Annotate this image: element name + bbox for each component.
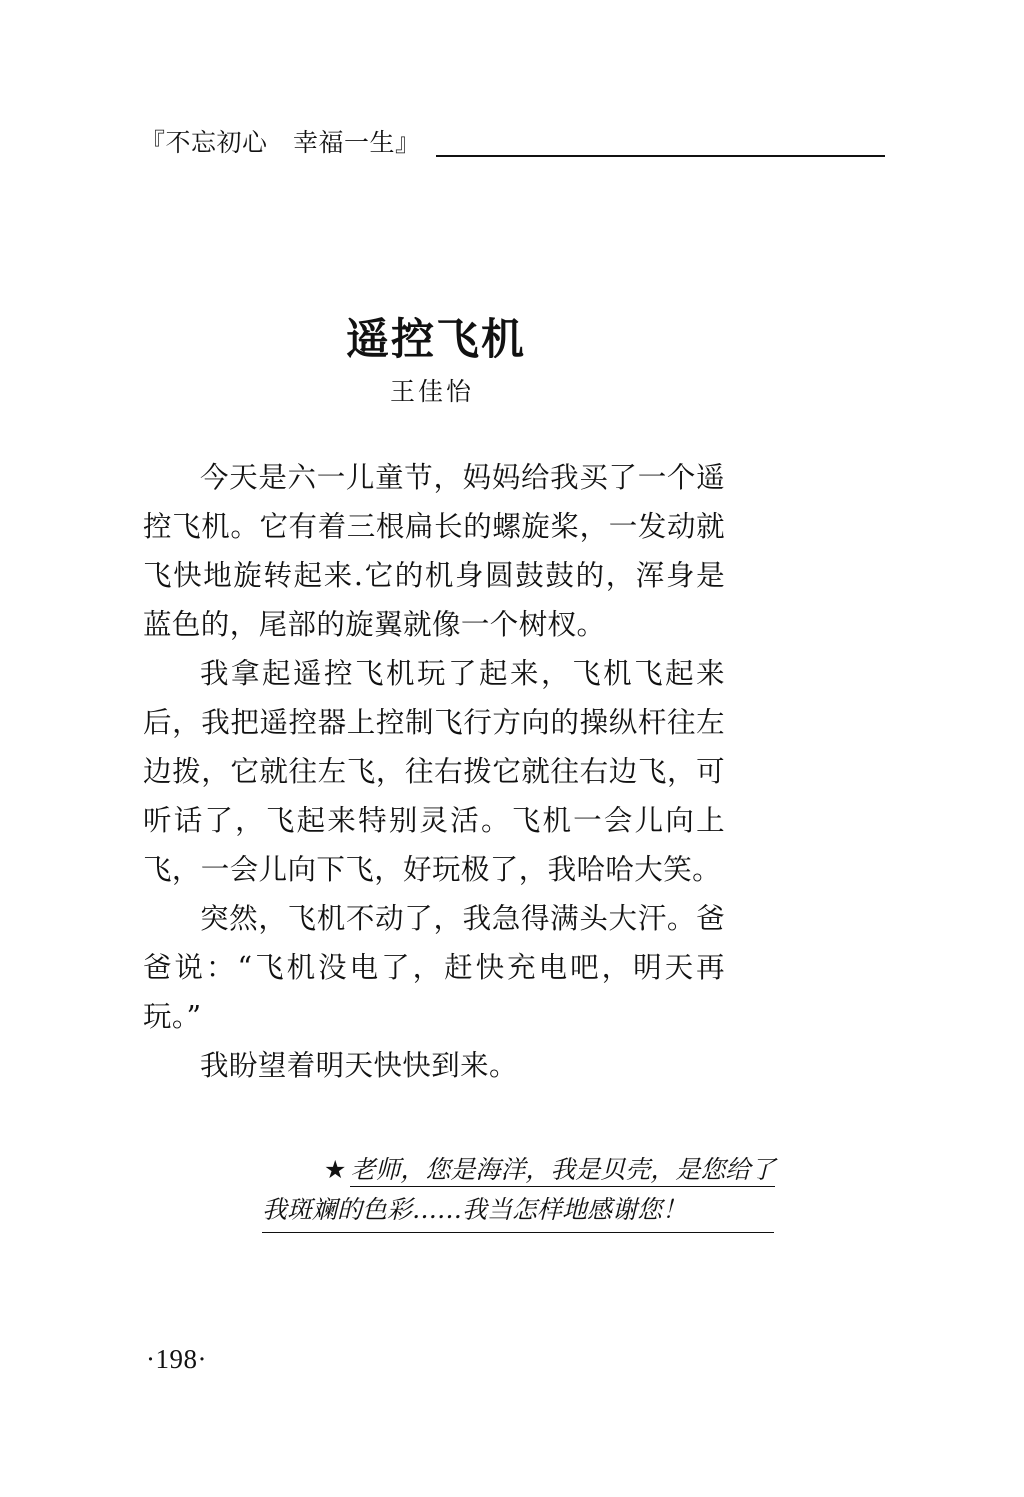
- quote-text-2: 我斑斓的色彩……我当怎样地感谢您！: [262, 1190, 774, 1233]
- paragraph: 突然，飞机不动了，我急得满头大汗。爸爸说：“飞机没电了，赶快充电吧，明天再玩。”: [143, 902, 725, 1033]
- paragraph: 我盼望着明天快快到来。: [200, 1049, 518, 1082]
- quote-line-1: [262, 1150, 822, 1190]
- paragraph: 我拿起遥控飞机玩了起来，飞机飞起来后，我把遥控器上控制飞行方向的操纵杆往左边拨，它就往左飞，往右拨它就往右边飞，可听话了，飞起来特别灵活。飞机一会儿向上飞，一会儿向下飞，好玩极了，我哈哈大笑。: [143, 657, 725, 886]
- quote-text-1: 老师，您是海洋，我是贝壳，是您给了: [350, 1155, 775, 1187]
- article-author: 王佳怡: [390, 377, 475, 406]
- teacher-quote: [262, 1150, 822, 1230]
- page-number: ·198·: [146, 1344, 207, 1374]
- article-title: 遥控飞机: [346, 315, 526, 365]
- star-icon: ★: [324, 1155, 347, 1184]
- quote-line-2: [262, 1190, 822, 1230]
- running-title: 『不忘初心 幸福一生』: [140, 129, 421, 157]
- running-header: [140, 126, 885, 160]
- article-body: [143, 453, 725, 1090]
- paragraph: 今天是六一儿童节，妈妈给我买了一个遥控飞机。它有着三根扁长的螺旋桨，一发动就飞快地旋转起来.它的机身圆鼓鼓的，浑身是蓝色的，尾部的旋翼就像一个树杈。: [143, 461, 725, 641]
- header-rule: [436, 155, 885, 157]
